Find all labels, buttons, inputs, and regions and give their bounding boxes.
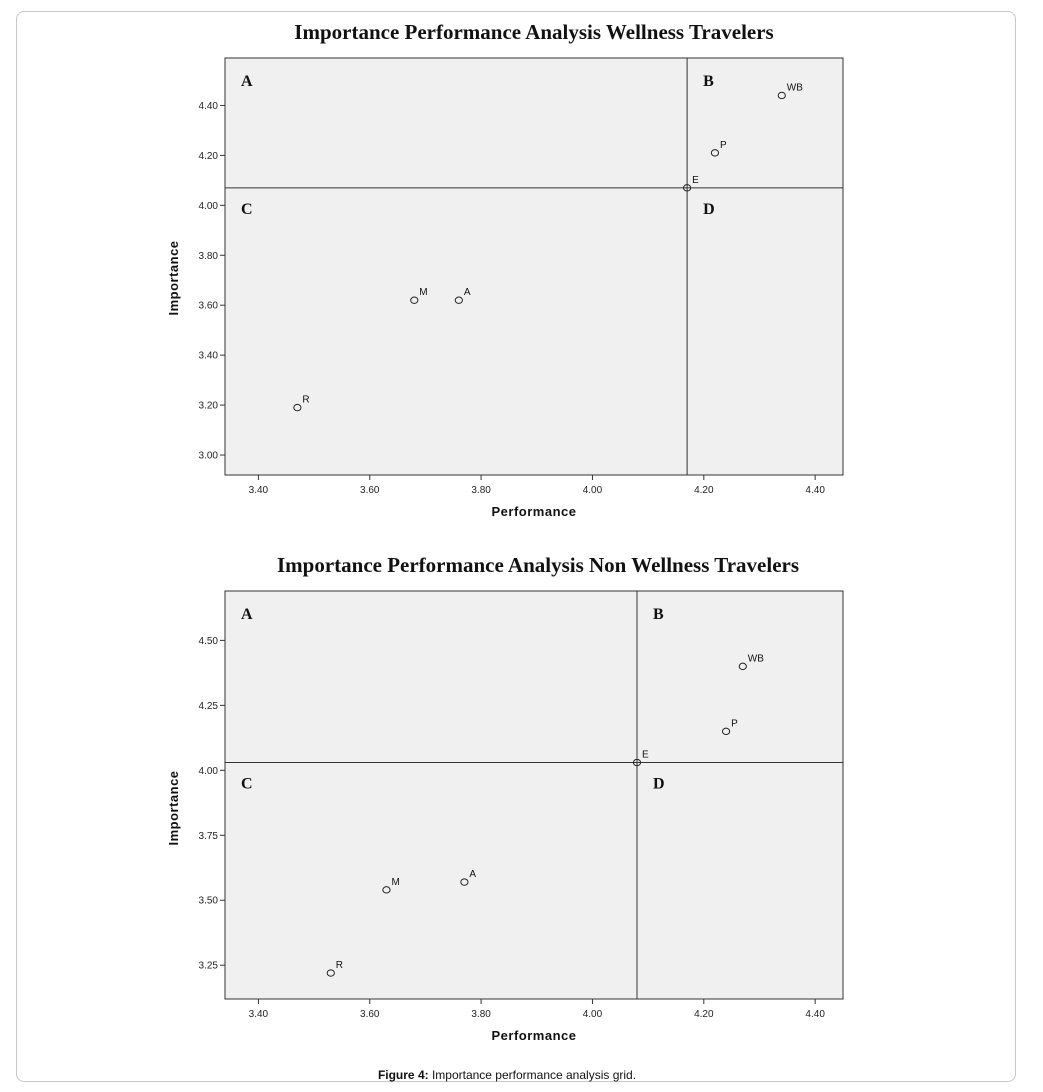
- y-tick-label: 3.75: [198, 830, 218, 842]
- data-point-label: A: [469, 869, 477, 881]
- y-tick-label: 3.50: [198, 895, 218, 907]
- chart-non-wellness-travelers: [166, 553, 843, 1043]
- data-point-label: M: [419, 287, 428, 299]
- data-point-label: P: [731, 718, 738, 730]
- quadrant-label-c: C: [241, 775, 253, 793]
- caption-text: Importance performance analysis grid.: [428, 1068, 637, 1082]
- x-tick-label: 3.80: [471, 1009, 491, 1020]
- y-tick-label: 3.00: [198, 450, 218, 462]
- x-tick-label: 3.40: [248, 1009, 269, 1020]
- data-point-label: E: [692, 174, 699, 186]
- y-tick-label: 3.40: [198, 350, 218, 362]
- data-point-label: E: [642, 749, 649, 761]
- y-tick-label: 4.25: [198, 700, 218, 712]
- quadrant-label-d: D: [703, 200, 715, 218]
- data-point-label: R: [335, 960, 344, 972]
- quadrant-label-a: A: [241, 73, 253, 90]
- quadrant-label-b: B: [703, 73, 714, 90]
- x-tick-label: 3.60: [360, 1009, 380, 1020]
- y-tick-label: 3.25: [198, 960, 218, 972]
- x-axis-title: Performance: [491, 504, 577, 519]
- chart-title: Importance Performance Analysis Wellness Travelers: [294, 20, 774, 44]
- chart-wellness-travelers: [166, 20, 843, 519]
- quadrant-label-d: D: [653, 775, 665, 793]
- y-tick-label: 4.00: [198, 200, 218, 212]
- x-tick-label: 3.80: [471, 485, 491, 496]
- x-tick-label: 4.20: [694, 485, 714, 496]
- data-point-label: A: [463, 287, 471, 299]
- data-point-label: WB: [747, 653, 764, 665]
- figure-caption: [17, 1068, 997, 1082]
- caption-label: Figure 4:: [377, 1068, 429, 1082]
- figure-frame: [16, 11, 1016, 1082]
- x-tick-label: 4.00: [582, 485, 603, 496]
- data-point-label: P: [719, 139, 727, 151]
- quadrant-label-c: C: [241, 200, 253, 218]
- x-tick-label: 4.20: [694, 1009, 714, 1020]
- y-tick-label: 3.60: [198, 300, 218, 312]
- y-axis-title: Importance: [166, 770, 181, 846]
- x-tick-label: 4.40: [805, 1009, 825, 1020]
- quadrant-label-a: A: [241, 606, 253, 623]
- y-tick-label: 3.20: [198, 400, 218, 412]
- y-tick-label: 3.80: [198, 250, 218, 262]
- data-point-label: R: [302, 394, 310, 406]
- x-tick-label: 3.60: [360, 485, 380, 496]
- y-tick-label: 4.00: [198, 765, 218, 777]
- y-tick-label: 4.50: [198, 635, 218, 647]
- quadrant-label-b: B: [653, 606, 664, 623]
- plot-area: [225, 591, 843, 999]
- plot-area: [225, 58, 843, 475]
- data-point-label: WB: [786, 82, 803, 94]
- x-tick-label: 4.00: [582, 1009, 603, 1020]
- y-tick-label: 4.20: [198, 150, 218, 162]
- y-tick-label: 4.40: [198, 100, 218, 112]
- chart-title: Importance Performance Analysis Non Wellness Travelers: [276, 553, 800, 577]
- x-tick-label: 3.40: [248, 485, 269, 496]
- x-tick-label: 4.40: [805, 485, 825, 496]
- x-axis-title: Performance: [491, 1028, 577, 1043]
- data-point-label: M: [391, 876, 400, 888]
- y-axis-title: Importance: [166, 240, 181, 316]
- figure-svg: [17, 12, 1017, 1083]
